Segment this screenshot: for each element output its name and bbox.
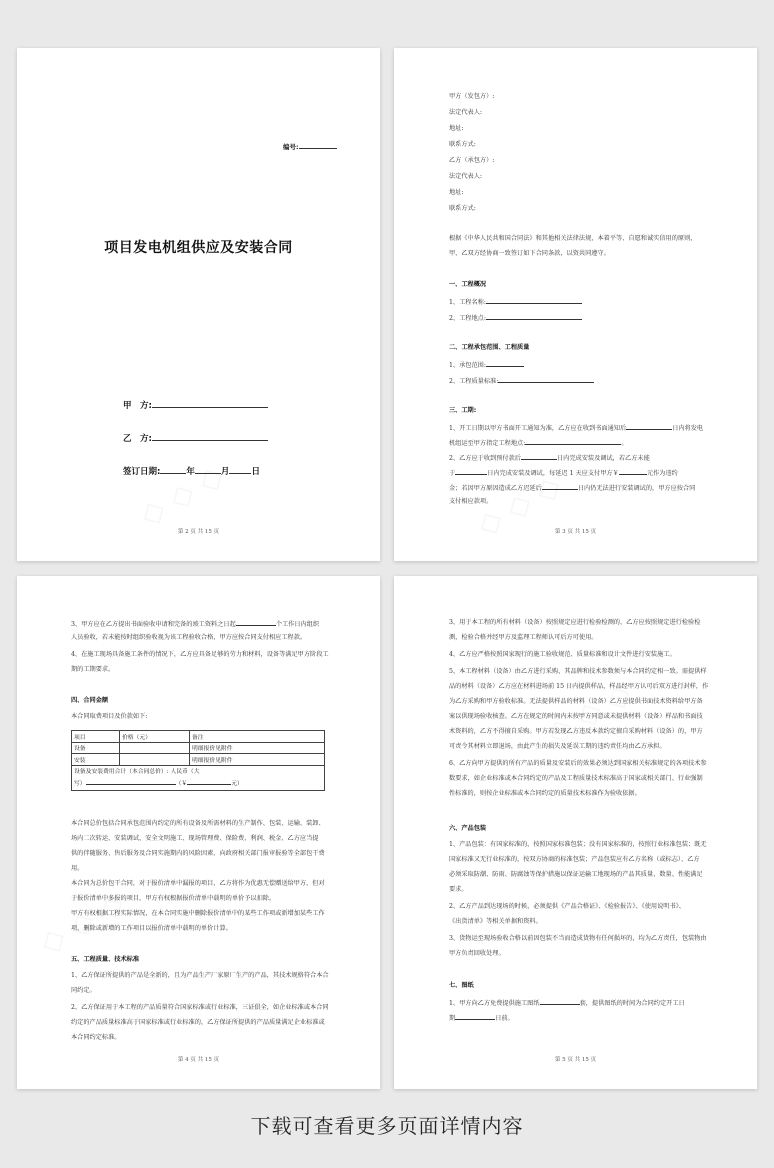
blank-line [455, 1014, 495, 1020]
party-b-line: 乙方（承包方）: [449, 157, 495, 164]
project-name-label: 1、工程名称: [449, 299, 486, 306]
table-row [72, 765, 325, 790]
paragraph-line: 数要求，如企业标准或本合同约定的产品及工程质量技术标准高于国家或相关部门、行业强制 [449, 775, 703, 782]
section-heading: 四、合同金额 [71, 697, 109, 704]
paragraph-line: 要求。 [449, 886, 468, 893]
paragraph-line: 必须采取防潮、防雨、防腐蚀等保护措施以保证运输工地现场的产品其质量、数量、性能满足 [449, 871, 703, 878]
paragraph-line [71, 620, 319, 628]
blank-line [160, 465, 186, 474]
paragraph-line: 术资料的，乙方不得擅自采购。甲方若发现乙方违反本款约定擅自采购材料（设备）的，甲方 [449, 728, 703, 735]
section-heading: 七、图纸 [449, 982, 474, 989]
section-heading: 二、工程承包范围、工程质量 [449, 344, 530, 351]
table-cell: 备注 [190, 731, 325, 743]
blank-line [525, 439, 621, 445]
blank-line [152, 399, 268, 408]
party-a-contact-line: 联系方式: [449, 141, 476, 148]
paragraph-line: 测，检验合格并经甲方及监理工程师认可后方可使用。 [449, 634, 598, 641]
blank-line [152, 432, 268, 441]
blank-line [540, 999, 580, 1005]
text-fragment: （￥ [175, 780, 188, 787]
document-title: 项目发电机组供应及安装合同 [104, 240, 293, 256]
year-label: 年 [186, 467, 195, 477]
paragraph-line: 案以供现场验收核查。乙方在规定的时间内未按甲方同意或未提供材料（设备）样品和书面技 [449, 713, 703, 720]
sign-date-label: 签订日期: [123, 467, 161, 477]
blank-line [236, 620, 276, 626]
contract-number-label: 编号: [283, 143, 299, 151]
paragraph-line: 性标准的，则按企业标准或本合同约定的质量技术标准作为验收依据。 [449, 790, 641, 797]
blank-line [299, 143, 337, 149]
party-a-label: 甲 方: [123, 401, 152, 411]
party-b-rep-line: 法定代表人: [449, 173, 483, 180]
page-number: 第 3 页 共 15 页 [554, 529, 597, 535]
paragraph-line: 3、货物运至现场验收合格以前因包装不当而造成货物有任何损坏的，均为乙方责任，包装物由 [449, 935, 707, 942]
paragraph-line: 《出货清单》等相关单据和资料。 [449, 918, 542, 925]
price-table [71, 730, 325, 791]
paragraph-line: 项，删除或新增的工作项目以报价清单中载明的单价计算。 [71, 925, 232, 932]
paragraph-line: 同约定。 [71, 987, 96, 994]
scope-label: 1、承包范围: [449, 362, 486, 369]
text-fragment: 日内仍无法进行安装调试的，甲方应按合同 [577, 485, 696, 492]
blank-line [486, 298, 582, 304]
text-fragment: 日内完成安装及调试，若乙方未能 [557, 455, 650, 462]
paragraph-line: 期的工期要求。 [71, 666, 115, 673]
text-fragment: 日前。 [495, 1015, 514, 1022]
text-fragment: 套，提供图纸的时间为合同约定开工日 [579, 1000, 685, 1007]
intro-paragraph: 根据《中华人民共和国合同法》和其他相关法律法规，本着平等、自愿和诚实信用的原则， [449, 235, 697, 242]
paragraph-line: 5、本工程材料（设备）由乙方进行采购，其品牌和技术参数须与本合同约定相一致。需提供样 [449, 668, 707, 675]
text-fragment: 元作为违约 [646, 470, 678, 477]
paragraph-line: 用。 [71, 865, 84, 872]
paragraph-line: 4、乙方应严格按照国家现行的施工验收规范、质量标准和设计文件进行安装施工。 [449, 651, 676, 658]
text-fragment: 2、乙方应于收到预付款后 [449, 455, 521, 462]
table-cell: 明细报价见附件 [190, 742, 325, 754]
paragraph-line [449, 999, 685, 1007]
section-heading: 三、工期: [449, 407, 477, 414]
paragraph-line: 供的伴随服务、售后服务及合同实施期内的风险因素、向政府相关部门报审报验等全部包干费 [71, 850, 325, 857]
paragraph-line [449, 484, 695, 492]
party-b-address-line: 地址: [449, 189, 464, 196]
section-heading: 一、工程概况 [449, 281, 487, 288]
project-location-label: 2、工程地点: [449, 315, 486, 322]
text-fragment: 3、甲方应在乙方提出书面验收申请和完备的竣工资料之日起 [71, 621, 236, 628]
page-cover [17, 48, 380, 561]
paragraph-line: 于报价清单中多报的项目，甲方有权根据报价清单中载明的单价予以扣除。 [71, 895, 276, 902]
blank-line [486, 361, 524, 367]
paragraph-line: 本合同取费项目及价款如下: [71, 713, 148, 720]
paragraph-line: 2、乙方产品到达现场的时候，必须提供《产品合格证》、《检验报告》、《使用说明书》、 [449, 903, 685, 910]
text-fragment: 个工作日内组织 [275, 621, 320, 628]
table-row [72, 754, 325, 766]
day-label: 日 [251, 467, 260, 477]
paragraph-line: 6、乙方向甲方提供的所有产品的质量及安装后的效果必须达到国家相关标准规定的各项技术参 [449, 760, 707, 767]
table-cell: 安装 [72, 754, 120, 766]
paragraph-line [449, 469, 678, 477]
paragraph-line: 场内二次转运、安装调试、安全文明施工、现场管理费、保险费、利润、税金、乙方应当提 [71, 835, 319, 842]
text-fragment: 日内完成安装及调试，每延迟 1 天应支付甲方￥ [487, 470, 619, 477]
text-fragment: 写） [74, 780, 86, 787]
text-fragment: 金；若因甲方原因造成乙方迟延后 [449, 485, 542, 492]
paragraph-line: 品的材料（设备）乙方应在材料进场前 15 日内提供样品，样品经甲方认可后双方进行封样，作 [449, 683, 709, 690]
paragraph-line: 1、乙方保证所提供的产品是全新的，且为产品生产厂家原厂生产的产品，其技术规格符合本合 [71, 972, 329, 979]
party-b-field [123, 432, 268, 444]
text-fragment: 期 [449, 1015, 456, 1022]
text-fragment: 日内将发电 [672, 425, 704, 432]
paragraph-line: 支付相应款项。 [449, 498, 493, 505]
blank-line [486, 314, 582, 320]
table-row [72, 742, 325, 754]
paragraph-line: 甲方有权根据工程实际情况，在本合同实施中删除报价清单中的某些工作项或新增加某些工作 [71, 910, 325, 917]
paragraph-line: 本合同为总价包干合同，对于报价清单中漏报的项目，乙方将作为优惠无偿赠送给甲方，但对 [71, 880, 325, 887]
party-b-label: 乙 方: [123, 434, 152, 444]
blank-line [229, 465, 251, 474]
blank-line [521, 454, 557, 460]
paragraph-line: 约定的产品质量标准高于国家标准或行业标准的，乙方保证所提供的产品质量满足企业标准或 [71, 1019, 325, 1026]
blank-line [619, 469, 647, 475]
paragraph-line: 本合同约定标准。 [71, 1034, 121, 1041]
blank-line [187, 779, 231, 785]
project-location-field [449, 314, 582, 322]
paragraph-line: 3、用于本工程的所有材料（设备）按照规定应进行检验检测的，乙方应按照规定进行检验检 [449, 619, 701, 626]
page-number: 第 5 页 共 15 页 [554, 1057, 597, 1063]
paragraph-line: 可责令其材料立即退场，由此产生的损失及延误工期的违约责任均由乙方承担。 [449, 743, 666, 750]
text-fragment: 机组运至甲方指定工程地点: [449, 440, 526, 447]
party-a-address-line: 地址: [449, 125, 464, 132]
contract-number [283, 142, 337, 151]
paragraph-line [449, 424, 703, 432]
page-number: 第 2 页 共 15 页 [177, 529, 220, 535]
blank-line [86, 779, 176, 785]
text-fragment: 1、甲方向乙方免费提供施工图纸 [449, 1000, 540, 1007]
table-row [72, 731, 325, 743]
table-cell [120, 754, 190, 766]
page-number: 第 4 页 共 15 页 [177, 1057, 220, 1063]
page-packaging-drawings [394, 576, 757, 1089]
table-cell: 设备 [72, 742, 120, 754]
paragraph-line [449, 454, 650, 462]
party-a-rep-line: 法定代表人: [449, 109, 483, 116]
text-fragment: 元） [231, 780, 243, 787]
party-a-line: 甲方（发包方）: [449, 93, 495, 100]
download-more-caption: 下载可查看更多页面详情内容 [250, 1114, 524, 1138]
table-total-cell [72, 765, 325, 790]
quality-label: 2、工程质量标准: [449, 378, 499, 385]
month-label: 月 [220, 467, 230, 477]
blank-line [498, 377, 594, 383]
page-contract-amount [17, 576, 380, 1089]
table-cell: 明细报价见附件 [190, 754, 325, 766]
table-cell [120, 742, 190, 754]
paragraph-line: 国家标准又无行业标准的，按双方协商的标准包装；产品包装应有乙方名称（或标志）、乙方 [449, 856, 700, 863]
text-fragment: 于 [449, 470, 456, 477]
intro-paragraph: 甲、乙双方经协商一致签订如下合同条款，以资共同遵守。 [449, 250, 610, 257]
party-a-field [123, 399, 268, 411]
table-cell: 价格（元） [120, 731, 190, 743]
paragraph-line [449, 1014, 514, 1022]
quality-field [449, 377, 594, 385]
paragraph-line: 4、在施工现场具备施工条件的情况下，乙方应具备足够的劳力和材料，设备等满足甲方阶段工 [71, 651, 329, 658]
section-heading: 五、工程质量、技术标准 [71, 956, 140, 963]
paragraph-line: 机组运至甲方指定工程地点: 。 [449, 440, 628, 447]
paragraph-line: 为乙方采购和甲方验收标准。无法提供样品的材料（设备）乙方应提供书面技术资料给甲方备 [449, 698, 703, 705]
blank-line [455, 469, 487, 475]
party-b-contact-line: 联系方式: [449, 205, 476, 212]
paragraph-line: 本合同总价包括合同承包范围内约定的所有设备及所需材料的生产制作、包装、运输、装卸、 [71, 820, 325, 827]
section-heading: 六、产品包装 [449, 825, 487, 832]
paragraph-line: 人员验收，若未能按时组织验收视为该工程验收合格，甲方应按合同支付相应工程款。 [71, 634, 307, 641]
project-name-field [449, 298, 582, 306]
paragraph-line: 甲方负责回收处理。 [449, 950, 505, 957]
paragraph-line: 2、乙方保证用于本工程的产品质量符合国家标准或行业标准，三证俱全，如企业标准或本合同 [71, 1004, 329, 1011]
scope-field [449, 361, 524, 369]
text-fragment: 1、开工日期以甲方书面开工通知为准，乙方应在收到书面通知后 [449, 425, 627, 432]
paragraph-line: 1、产品包装：有国家标准的，按照国家标准包装；没有国家标准的，按照行业标准包装；既无 [449, 841, 707, 848]
blank-line [626, 424, 672, 430]
page-contract-parties [394, 48, 757, 561]
table-cell: 项目 [72, 731, 120, 743]
text-fragment: 设备及安装费用合计（本合同总价）: 人民币（大 [74, 768, 200, 775]
